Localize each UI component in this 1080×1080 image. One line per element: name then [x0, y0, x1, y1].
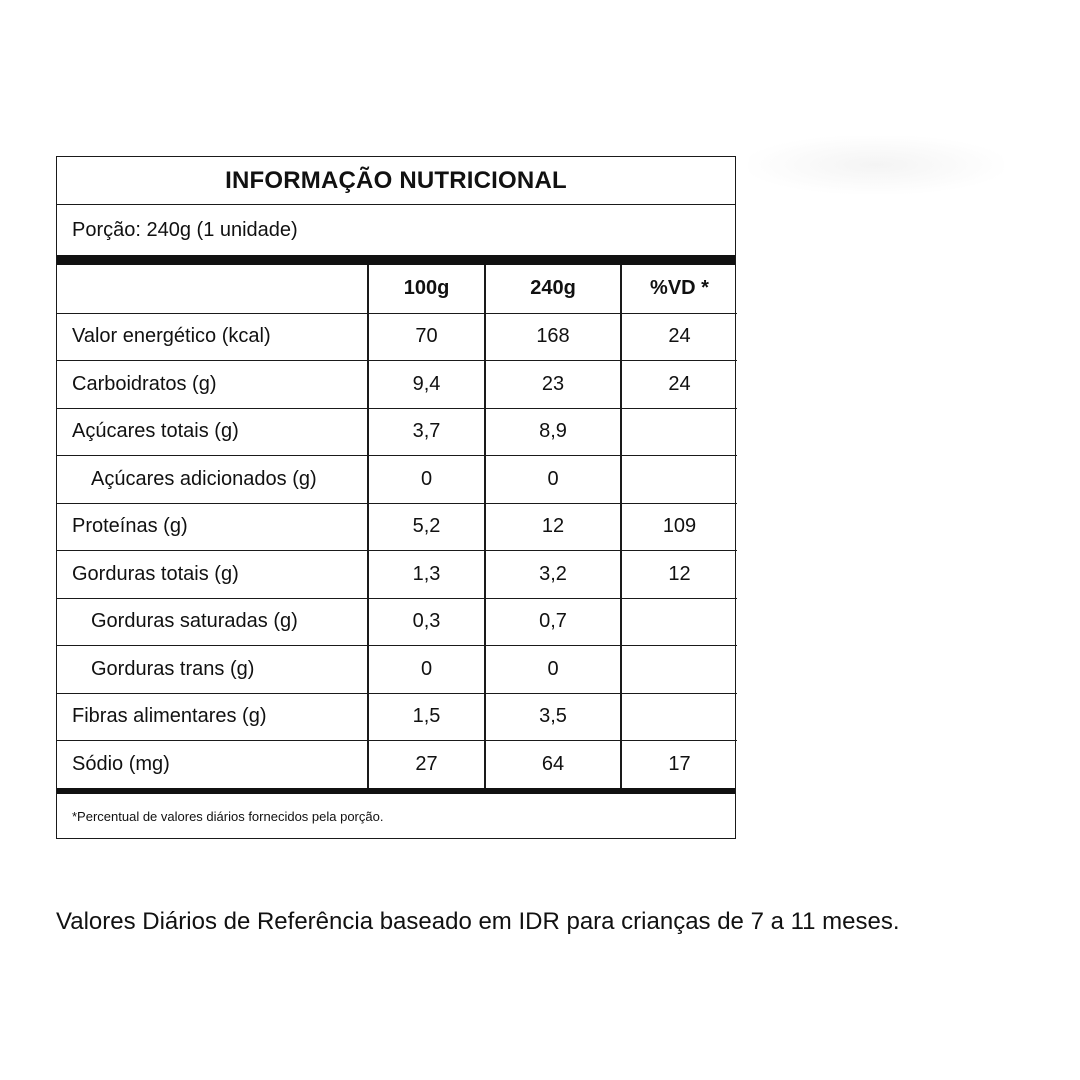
background-smudge	[748, 136, 1004, 194]
value-vd	[621, 646, 737, 694]
nutrient-label: Açúcares totais (g)	[57, 408, 368, 456]
table-row	[57, 361, 737, 409]
nutrient-label: Valor energético (kcal)	[57, 313, 368, 361]
nutrient-label: Sódio (mg)	[57, 741, 368, 789]
nutrient-label: Gorduras totais (g)	[57, 551, 368, 599]
value-vd	[621, 456, 737, 504]
nutrition-table	[57, 265, 737, 788]
table-row	[57, 313, 737, 361]
nutrition-facts-panel	[56, 156, 736, 839]
value-240g: 0,7	[485, 598, 621, 646]
footnote: *Percentual de valores diários fornecidos pela porção.	[57, 788, 735, 838]
value-100g: 1,3	[368, 551, 485, 599]
value-240g: 23	[485, 361, 621, 409]
reference-text: Valores Diários de Referência baseado em IDR para crianças de 7 a 11 meses.	[56, 908, 900, 935]
nutrient-label: Açúcares adicionados (g)	[57, 456, 368, 504]
value-100g: 3,7	[368, 408, 485, 456]
value-100g: 0,3	[368, 598, 485, 646]
table-row	[57, 408, 737, 456]
portion-size: Porção: 240g (1 unidade)	[57, 205, 735, 265]
value-vd: 24	[621, 361, 737, 409]
value-100g: 27	[368, 741, 485, 789]
value-vd	[621, 693, 737, 741]
value-240g: 3,2	[485, 551, 621, 599]
value-vd: 109	[621, 503, 737, 551]
nutrient-label: Fibras alimentares (g)	[57, 693, 368, 741]
nutrient-label: Carboidratos (g)	[57, 361, 368, 409]
nutrient-label: Gorduras saturadas (g)	[57, 598, 368, 646]
panel-title: INFORMAÇÃO NUTRICIONAL	[57, 157, 735, 205]
value-240g: 8,9	[485, 408, 621, 456]
header-cell-240g: 240g	[485, 265, 621, 313]
value-vd: 12	[621, 551, 737, 599]
table-header-row	[57, 265, 737, 313]
header-cell-100g: 100g	[368, 265, 485, 313]
nutrient-label: Proteínas (g)	[57, 503, 368, 551]
table-row	[57, 741, 737, 789]
header-cell-nutrient	[57, 265, 368, 313]
value-100g: 5,2	[368, 503, 485, 551]
value-100g: 70	[368, 313, 485, 361]
value-100g: 9,4	[368, 361, 485, 409]
value-240g: 64	[485, 741, 621, 789]
value-240g: 0	[485, 646, 621, 694]
value-100g: 1,5	[368, 693, 485, 741]
table-row	[57, 598, 737, 646]
value-240g: 0	[485, 456, 621, 504]
value-100g: 0	[368, 646, 485, 694]
value-vd	[621, 408, 737, 456]
nutrient-label: Gorduras trans (g)	[57, 646, 368, 694]
table-row	[57, 693, 737, 741]
value-vd: 24	[621, 313, 737, 361]
table-row	[57, 456, 737, 504]
value-vd: 17	[621, 741, 737, 789]
value-vd	[621, 598, 737, 646]
table-row	[57, 551, 737, 599]
value-240g: 168	[485, 313, 621, 361]
value-100g: 0	[368, 456, 485, 504]
header-cell-vd: %VD *	[621, 265, 737, 313]
table-row	[57, 646, 737, 694]
value-240g: 12	[485, 503, 621, 551]
table-row	[57, 503, 737, 551]
value-240g: 3,5	[485, 693, 621, 741]
